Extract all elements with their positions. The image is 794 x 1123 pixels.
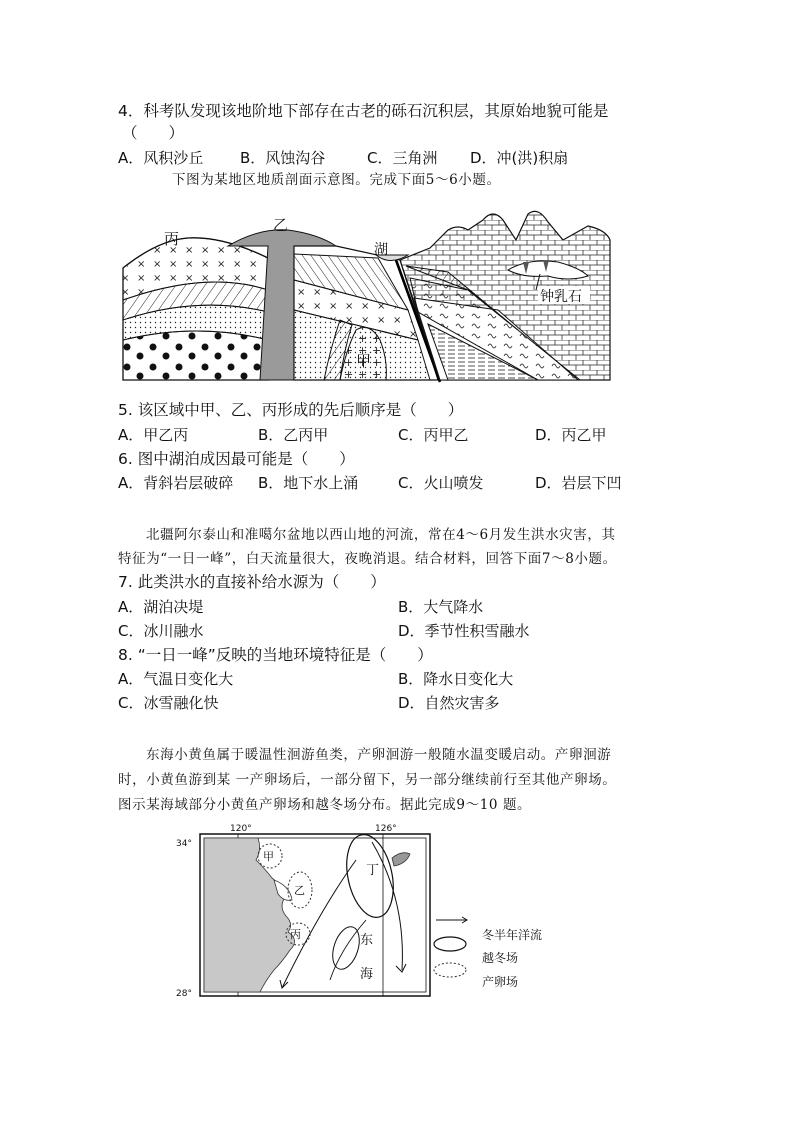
legend-spawning-label: 产卵场: [482, 975, 519, 989]
intro-9-10-line2: 时，小黄鱼游到某 一产卵场后，一部分留下，另一部分继续前行至其他产卵场。: [118, 772, 617, 788]
label-stalactite: 钟乳石: [540, 289, 582, 305]
q4-option-a: A．风积沙丘: [118, 149, 204, 167]
q8-option-b: B．降水日变化大: [398, 670, 514, 688]
q6-option-d: D．岩层下凹: [535, 474, 622, 492]
geology-cross-section-figure: [118, 200, 618, 390]
q6-option-a: A．背斜岩层破碎: [118, 474, 234, 492]
q8-option-a: A．气温日变化大: [118, 670, 234, 688]
q4-option-d: D．冲(洪)积扇: [470, 149, 569, 167]
q6-stem: 6. 图中湖泊成因最可能是（ ）: [118, 450, 355, 468]
map-label-yi: 乙: [294, 884, 305, 897]
map-label-jia: 甲: [263, 850, 274, 863]
map-label-bing: 丙: [290, 928, 301, 941]
q5-option-a: A．甲乙丙: [118, 426, 189, 444]
intro-7-8-line2: 特征为“一日一峰”，白天流量很大，夜晚消退。结合材料，回答下面7～8小题。: [118, 551, 617, 567]
label-bing: 丙: [164, 230, 180, 248]
q7-option-c: C．冰川融水: [118, 622, 204, 640]
intro-7-8-line1: 北疆阿尔泰山和准噶尔盆地以西山地的河流，常在4～6月发生洪水灾害，其: [146, 527, 616, 543]
q8-option-d: D．自然灾害多: [398, 694, 500, 712]
q6-option-b: B．地下水上涌: [258, 474, 359, 492]
label-jia: 甲: [356, 352, 372, 370]
q7-option-a: A．湖泊决堤: [118, 598, 204, 616]
east-china-sea-map-figure: [170, 820, 590, 1002]
q4-option-b: B．风蚀沟谷: [240, 149, 326, 167]
q5-option-b: B．乙丙甲: [258, 426, 329, 444]
legend-spawning-symbol: [434, 963, 466, 977]
q7-option-d: D．季节性积雪融水: [398, 622, 530, 640]
map-label-hai: 海: [360, 967, 374, 982]
label-yi: 乙: [273, 216, 289, 234]
legend-current-label: 冬半年洋流: [482, 928, 543, 942]
intro-5-6: 下图为某地区地质剖面示意图。完成下面5～6小题。: [172, 172, 501, 188]
q7-option-b: B．大气降水: [398, 598, 484, 616]
lon-label-126: 126°: [375, 824, 397, 834]
q4-bracket: （ ）: [122, 124, 185, 142]
label-hu: 湖: [374, 242, 388, 258]
q5-option-c: C．丙甲乙: [398, 426, 469, 444]
q4-stem: 4．科考队发现该地阶地下部存在古老的砾石沉积层，其原始地貌可能是: [118, 102, 609, 120]
lon-label-120: 120°: [230, 824, 252, 834]
q6-option-c: C．火山喷发: [398, 474, 484, 492]
lat-label-28: 28°: [176, 989, 192, 999]
q7-stem: 7. 此类洪水的直接补给水源为（ ）: [118, 573, 386, 591]
intro-9-10-line1: 东海小黄鱼属于暖温性洄游鱼类，产卵洄游一般随水温变暖启动。产卵洄游: [146, 747, 612, 763]
q8-stem: 8. “一日一峰”反映的当地环境特征是（ ）: [118, 646, 433, 664]
q5-stem: 5. 该区域中甲、乙、丙形成的先后顺序是（ ）: [118, 401, 464, 419]
legend-wintering-label: 越冬场: [482, 951, 519, 965]
lat-label-34: 34°: [176, 839, 192, 849]
q8-option-c: C．冰雪融化快: [118, 694, 219, 712]
intro-9-10-line3: 图示某海域部分小黄鱼产卵场和越冬场分布。据此完成9～10 题。: [118, 797, 532, 813]
legend-wintering-symbol: [434, 937, 466, 951]
q4-option-c: C．三角洲: [367, 149, 438, 167]
map-label-ding: 丁: [366, 863, 380, 878]
map-label-dong: 东: [360, 933, 374, 948]
q5-option-d: D．丙乙甲: [535, 426, 607, 444]
